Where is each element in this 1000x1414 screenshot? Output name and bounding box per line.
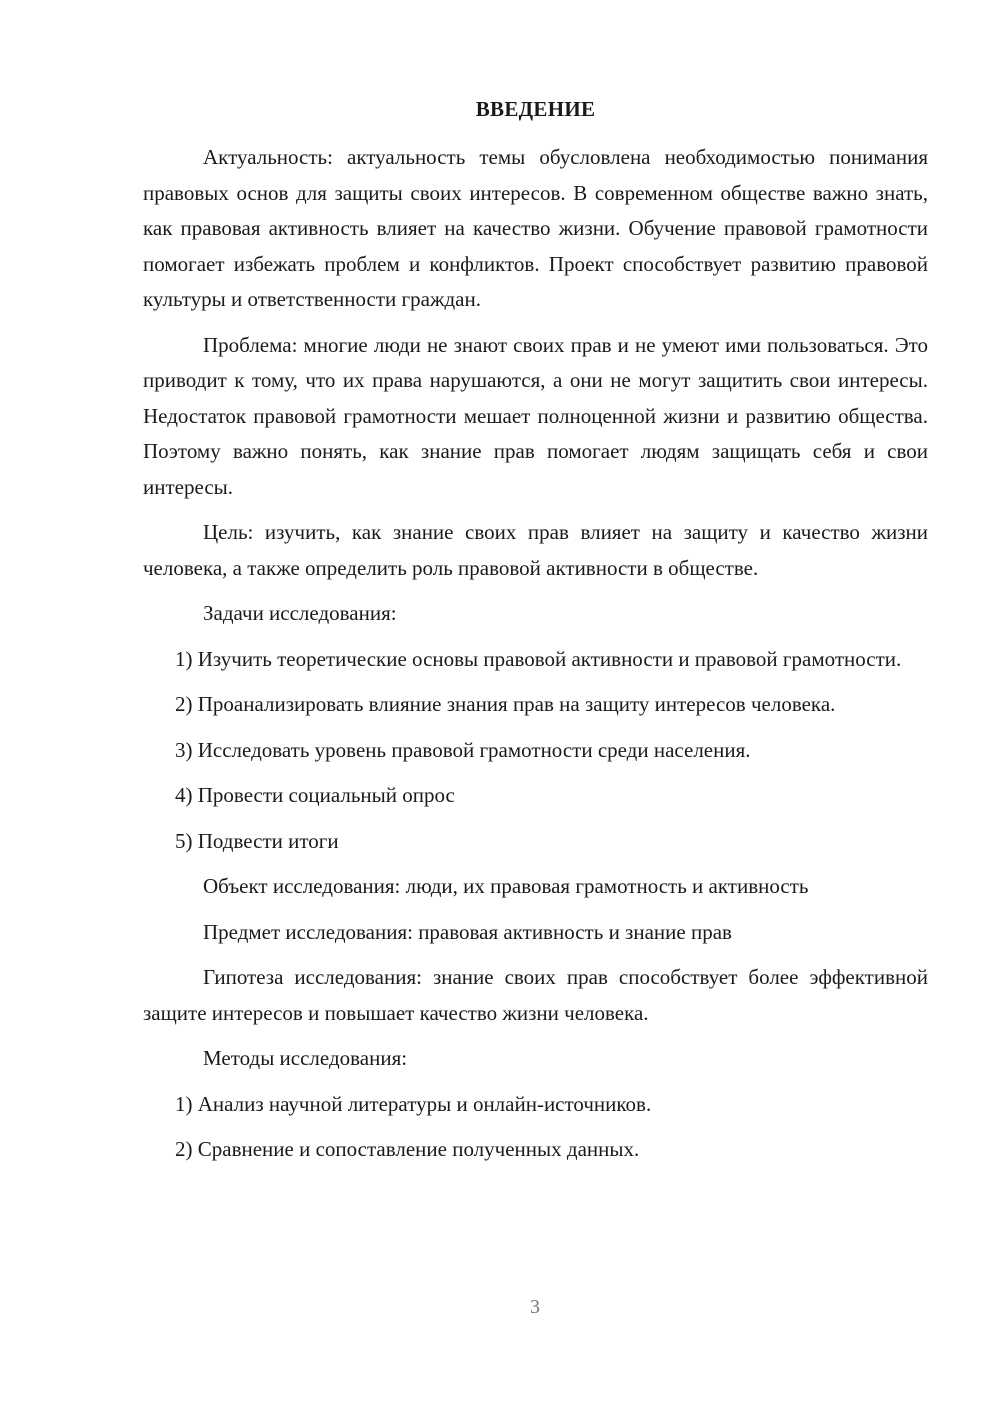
relevance-paragraph: Актуальность: актуальность темы обусловлена необходимостью понимания правовых основ для защиты своих интересов. В современном обществе важно знать, как правовая активность влияет на качество жизни. Обучение правовой грамотности помогает избежать проблем и конфликтов. Проект способствует развитию правовой культуры и ответственности граждан. xyxy=(143,145,928,311)
methods-heading: Методы исследования: xyxy=(203,1046,408,1070)
tasks-heading: Задачи исследования: xyxy=(203,601,397,625)
page-number: 3 xyxy=(530,1296,540,1318)
task-item: 2) Проанализировать влияние знания прав на защиту интересов человека. xyxy=(175,692,836,716)
method-item: 2) Сравнение и сопоставление полученных данных. xyxy=(175,1137,640,1161)
task-item: 5) Подвести итоги xyxy=(175,828,339,853)
method-item: 1) Анализ научной литературы и онлайн-источников. xyxy=(175,1091,652,1116)
task-item: 3) Исследовать уровень правовой грамотности среди населения. xyxy=(175,737,751,762)
task-item: 4) Провести социальный опрос xyxy=(175,783,455,807)
document-page xyxy=(143,92,928,1178)
section-title: ВВЕДЕНИЕ xyxy=(475,97,596,121)
task-item: 1) Изучить теоретические основы правовой активности и правовой грамотности. xyxy=(175,646,902,671)
object-paragraph: Объект исследования: люди, их правовая грамотность и активность xyxy=(203,874,809,898)
subject-paragraph: Предмет исследования: правовая активность и знание прав xyxy=(203,919,732,944)
goal-paragraph: Цель: изучить, как знание своих прав влияет на защиту и качество жизни человека, а также определить роль правовой активности в обществе. xyxy=(143,520,928,580)
hypothesis-paragraph: Гипотеза исследования: знание своих прав способствует более эффективной защите интересов и повышает качество жизни человека. xyxy=(143,965,928,1025)
problem-paragraph: Проблема: многие люди не знают своих прав и не умеют ими пользоваться. Это приводит к тому, что их права нарушаются, а они не могут защитить свои интересы. Недостаток правовой грамотности мешает полноценной жизни и развитию общества. Поэтому важно понять, как знание прав помогает людям защищать себя и свои интересы. xyxy=(143,332,928,499)
